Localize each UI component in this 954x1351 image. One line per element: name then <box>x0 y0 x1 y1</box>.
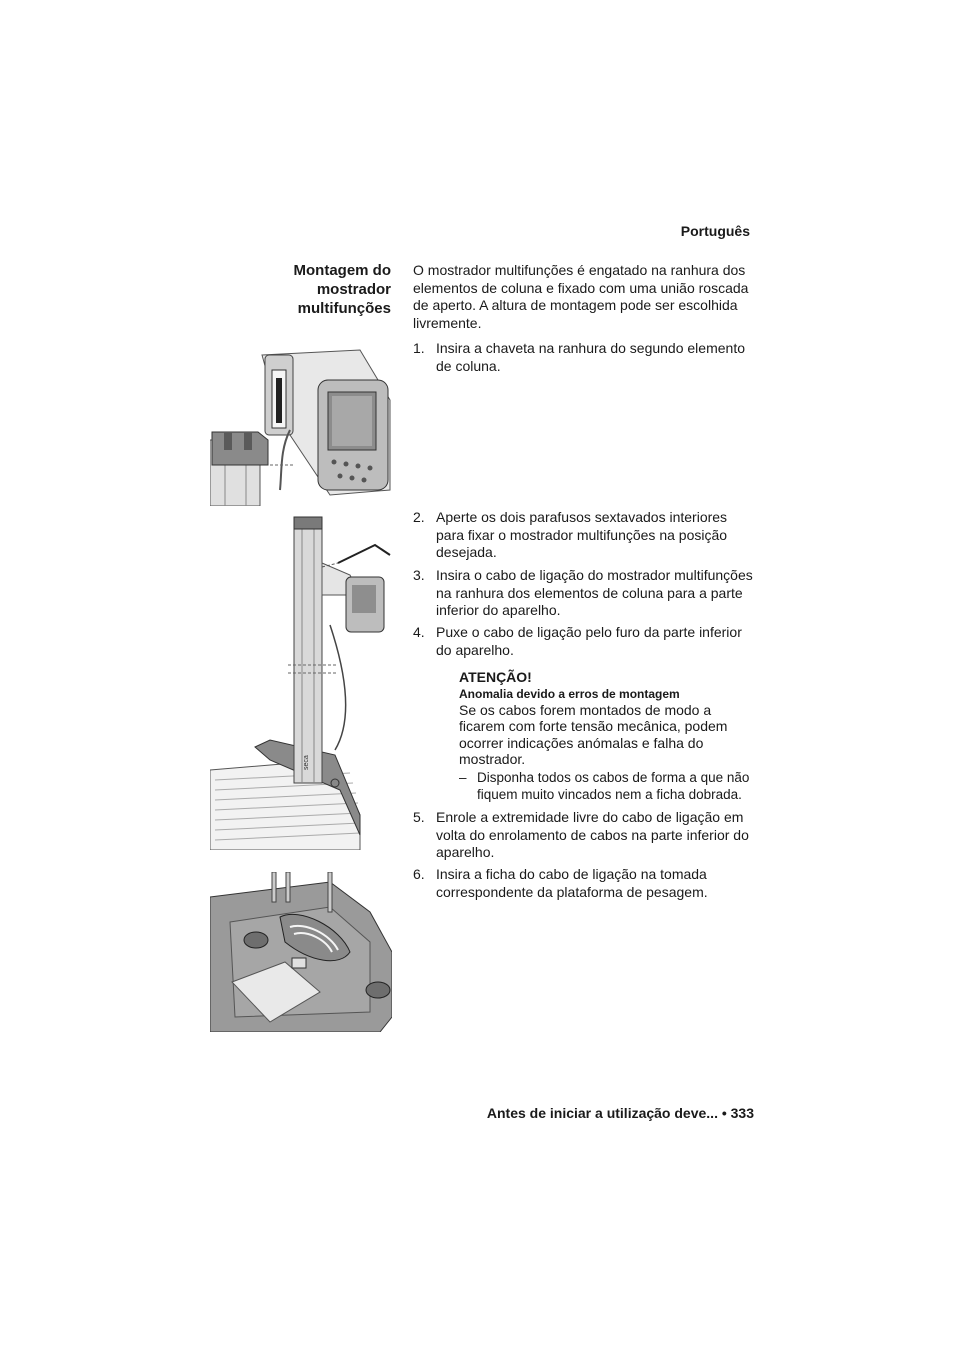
column-brand-label: seca <box>303 755 310 770</box>
list-dash: – <box>459 770 467 786</box>
step-number: 4. <box>413 624 425 640</box>
step-text: Insira a ficha do cabo de ligação na tomada correspondente da plataforma de pesagem. <box>436 866 708 900</box>
section-title <box>211 261 391 318</box>
warning-list-item <box>459 770 759 803</box>
step-number: 5. <box>413 809 425 825</box>
step-5 <box>413 809 755 862</box>
section-title-line: multifunções <box>297 300 391 317</box>
step-2 <box>413 509 755 562</box>
intro-paragraph: O mostrador multifunções é engatado na ranhura dos elementos de coluna e fixado com uma união roscada de aperto. A altura de montagem pode ser escolhida livremente. <box>413 262 749 331</box>
header-language: Português <box>680 223 750 239</box>
step-number: 1. <box>413 340 425 356</box>
warning-subtitle: Anomalia devido a erros de montagem <box>459 687 680 702</box>
figure-cable-winding <box>210 872 392 1032</box>
section-title-line: mostrador <box>316 281 391 298</box>
warning-box <box>459 669 759 803</box>
step-text: Insira o cabo de ligação do mostrador multifunções na ranhura dos elementos de coluna para a parte inferior do aparelho. <box>436 567 753 619</box>
step-text: Puxe o cabo de ligação pelo furo da parte inferior do aparelho. <box>436 624 742 658</box>
warning-item-text: Disponha todos os cabos de forma a que não fiquem muito vincados nem a ficha dobrada. <box>477 770 750 802</box>
step-1 <box>413 340 755 375</box>
step-text: Aperte os dois parafusos sextavados interiores para fixar o mostrador multifunções na posição desejada. <box>436 509 728 561</box>
step-4 <box>413 624 755 659</box>
step-text: Insira a chaveta na ranhura do segundo elemento de coluna. <box>436 340 745 374</box>
step-text: Enrole a extremidade livre do cabo de ligação em volta do enrolamento de cabos na parte inferior do aparelho. <box>436 809 749 861</box>
figure-display-mounting <box>210 340 395 506</box>
page-footer: Antes de iniciar a utilização deve... • 333 <box>486 1105 754 1121</box>
step-6 <box>413 866 755 901</box>
step-number: 6. <box>413 866 425 882</box>
step-number: 3. <box>413 567 425 583</box>
warning-title: ATENÇÃO! <box>459 669 532 685</box>
warning-body: Se os cabos forem montados de modo a ficarem com forte tensão mecânica, podem ocorrer indicações anómalas e falha do mostrador. <box>459 702 728 767</box>
step-3 <box>413 567 755 620</box>
section-title-line: Montagem do <box>293 262 391 279</box>
step-number: 2. <box>413 509 425 525</box>
figure-column-assembly <box>210 515 395 850</box>
